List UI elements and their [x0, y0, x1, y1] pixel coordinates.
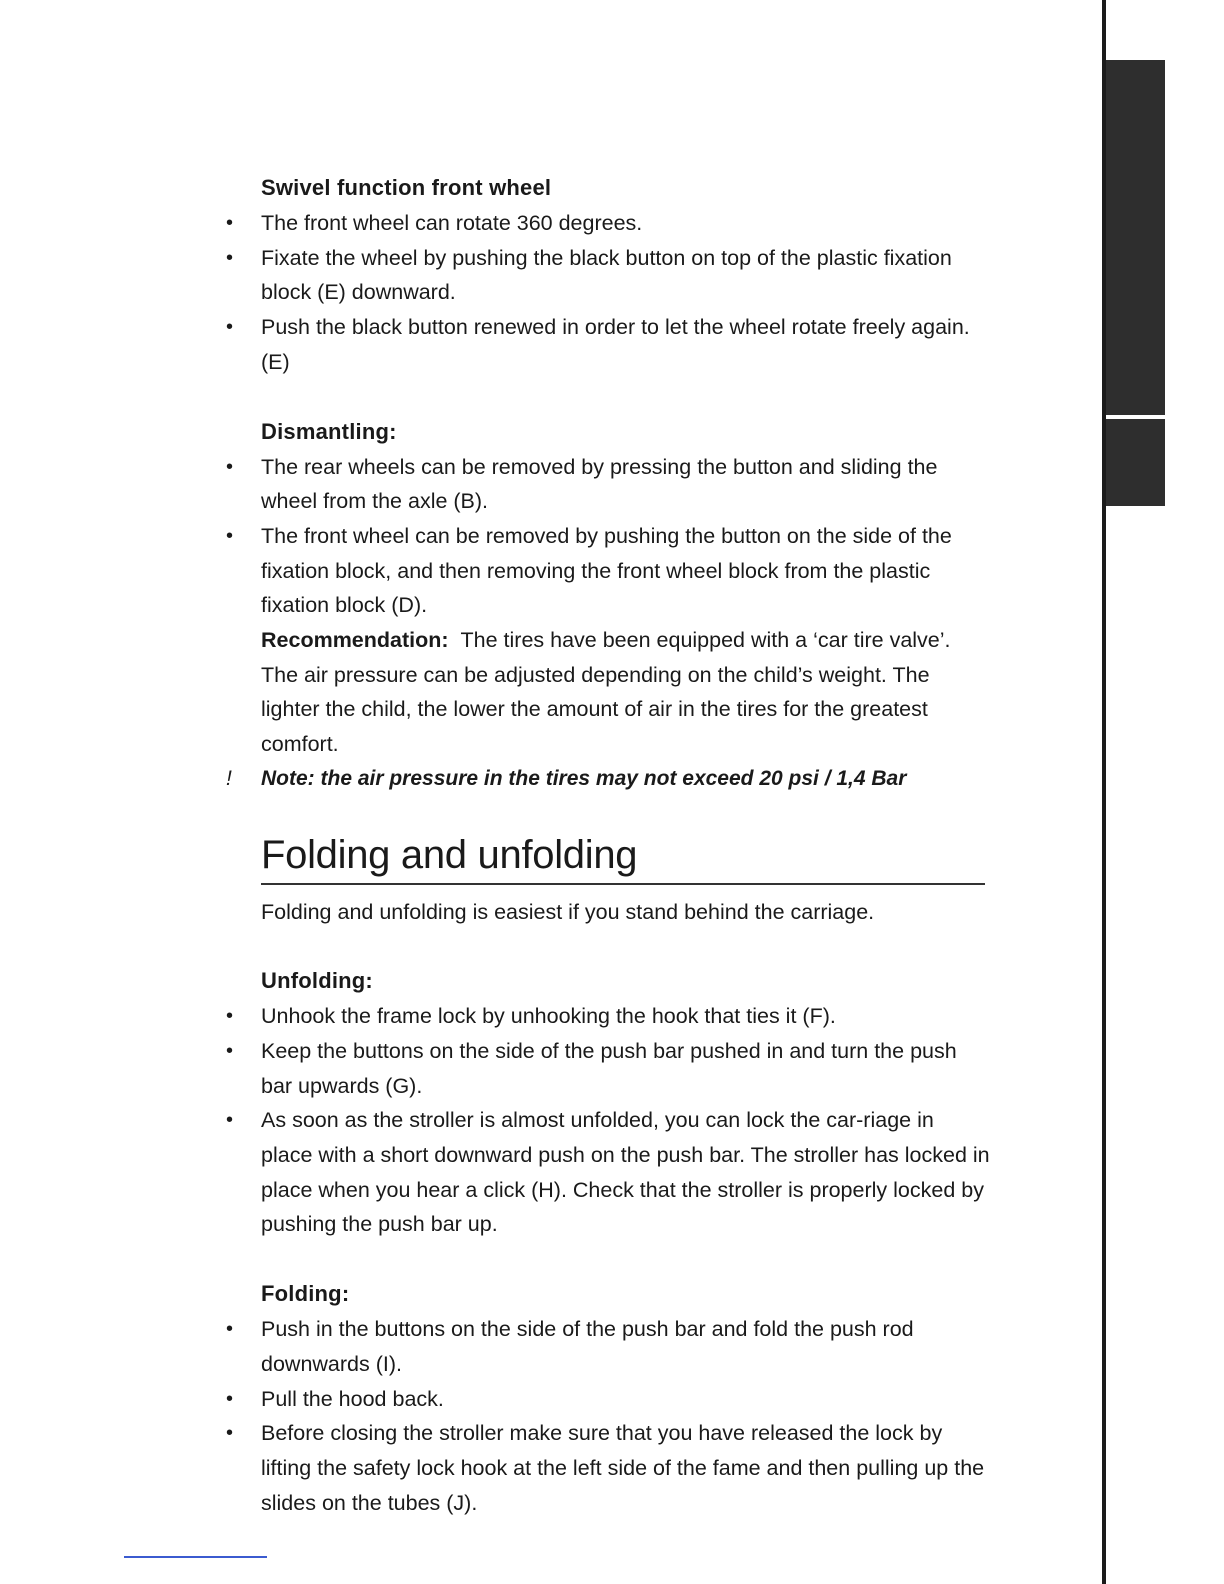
folding-section-title: Folding and unfolding	[261, 831, 985, 885]
list-item: • Unhook the frame lock by unhooking the hook that ties it (F).	[226, 999, 991, 1034]
bullet-icon: •	[226, 455, 234, 478]
list-item: • Before closing the stroller make sure that you have released the lock by lifting the safety lock hook at the left side of the fame and then pulling up the slides on the tubes (J).	[226, 1416, 991, 1520]
recommendation-text: The tires have been equipped with a ‘car tire valve’. The air pressure can be adjusted depending on the child’s weight. The lighter the child, the lower the amount of air in the tires for the greatest comfort.	[261, 628, 951, 757]
list-item: • Push in the buttons on the side of the push bar and fold the push rod downwards (I).	[226, 1312, 991, 1381]
recommendation-paragraph	[226, 623, 991, 762]
section-thumb-tab	[1106, 60, 1165, 415]
list-item: • Push the black button renewed in order to let the wheel rotate freely again. (E)	[226, 310, 991, 379]
list-item: • Keep the buttons on the side of the push bar pushed in and turn the push bar upwards (G).	[226, 1034, 991, 1103]
bullet-icon: •	[226, 1005, 234, 1028]
warning-exclamation-icon: !	[226, 766, 232, 790]
unfolding-list	[226, 999, 1026, 1242]
bullet-icon: •	[226, 316, 234, 339]
section-thumb-tab-secondary	[1106, 419, 1165, 506]
list-item: • The front wheel can rotate 360 degrees.	[226, 206, 991, 241]
list-item: • As soon as the stroller is almost unfolded, you can lock the car-riage in place with a short downward push on the push bar. The stroller has locked in place when you hear a click (H). Check that the stroller is properly locked by pushing the push bar up.	[226, 1103, 991, 1242]
bullet-icon: •	[226, 212, 234, 234]
bullet-icon: •	[226, 524, 234, 547]
bullet-icon: •	[226, 1318, 234, 1341]
dismantling-heading: Dismantling:	[261, 418, 397, 444]
folding-heading: Folding:	[261, 1281, 350, 1307]
bullet-icon: •	[226, 1039, 234, 1062]
dismantling-list	[226, 450, 1026, 624]
note-text: Note: the air pressure in the tires may not exceed 20 psi / 1,4 Bar	[261, 766, 907, 790]
folding-list	[226, 1312, 1026, 1520]
swivel-heading: Swivel function front wheel	[261, 175, 552, 200]
folding-intro: Folding and unfolding is easiest if you stand behind the carriage.	[261, 899, 875, 924]
swivel-list	[226, 206, 1026, 380]
bullet-icon: •	[226, 1422, 234, 1445]
list-item: • The rear wheels can be removed by pressing the button and sliding the wheel from the axle (B).	[226, 450, 991, 519]
pressure-note	[226, 762, 1026, 797]
bullet-icon: •	[226, 1109, 234, 1132]
page-content	[226, 170, 1026, 1520]
list-item: • Fixate the wheel by pushing the black button on top of the plastic fixation block (E) downward.	[226, 241, 991, 310]
bullet-icon: •	[226, 246, 234, 269]
bullet-icon: •	[226, 1387, 234, 1410]
footer-rule	[124, 1556, 267, 1558]
recommendation-label: Recommendation:	[261, 628, 449, 653]
unfolding-heading: Unfolding:	[261, 968, 373, 994]
list-item: • Pull the hood back.	[226, 1382, 991, 1417]
list-item: • The front wheel can be removed by pushing the button on the side of the fixation block, and then removing the front wheel block from the plastic fixation block (D).	[226, 519, 991, 623]
